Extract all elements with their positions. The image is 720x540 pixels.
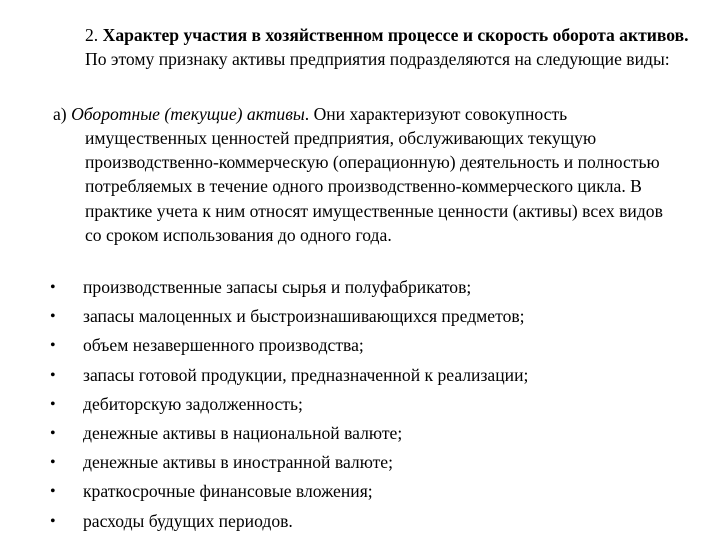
bullet-text: объем незавершенного производства; [83,335,364,356]
bullet-dot-icon: • [50,308,56,326]
bullet-dot-icon: • [50,279,56,296]
bullet-text: запасы малоценных и быстроизнашивающихся предметов; [83,306,525,327]
bullet-text: денежные активы в национальной валюте; [83,422,403,443]
bullet-text: производственные запасы сырья и полуфабрикатов; [83,277,472,297]
bullet-text: краткосрочные финансовые вложения; [83,481,373,502]
item-a-definition: . Они характеризуют совокупность имущественных ценностей предприятия, обслуживающих текущую производственно-коммерческую (операционную) деятельность и полностью потребляемых в течение одного производственно-коммерческого цикла. В практике учета к ним относят имущественные ценности (активы) всех видов со сроком использования до одного года. [85,104,663,245]
item-a-marker: а) [53,104,67,124]
bullet-text: запасы готовой продукции, предназначенной к реализации; [83,364,529,385]
item-a-paragraph [53,102,673,247]
item-a-term: Оборотные (текущие) активы [71,104,305,124]
bullet-dot-icon: • [50,395,56,413]
bullet-text: дебиторскую задолженность; [83,393,303,414]
bullet-dot-icon: • [50,483,56,501]
section-heading-paragraph [85,23,700,71]
bullet-dot-icon: • [50,337,56,355]
bullet-dot-icon: • [50,512,56,530]
bullet-dot-icon: • [50,454,56,472]
bullet-dot-icon: • [50,424,56,442]
section-title: Характер участия в хозяйственном процессе и скорость оборота активов. [102,25,689,45]
bullet-text: денежные активы в иностранной валюте; [83,452,393,473]
section-number: 2. [85,25,99,45]
bullet-dot-icon: • [50,366,56,384]
bullet-text: расходы будущих периодов. [83,510,293,531]
section-title-rest: По этому признаку активы предприятия подразделяются на следующие виды: [85,49,670,70]
